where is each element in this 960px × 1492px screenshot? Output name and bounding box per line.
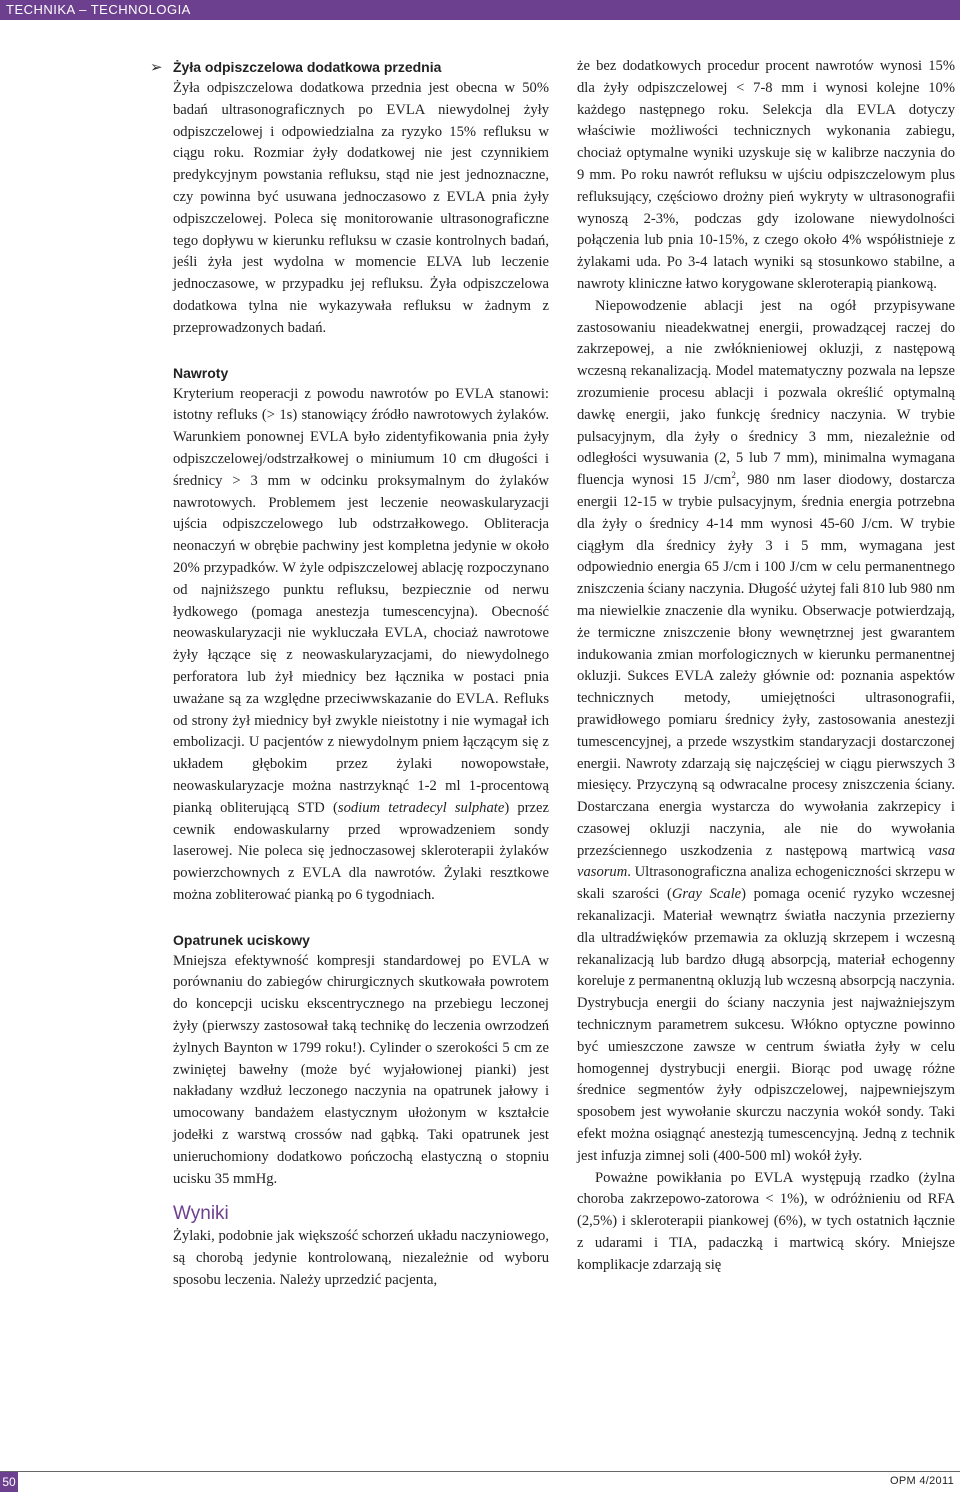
section-title: TECHNIKA – TECHNOLOGIA [6, 2, 191, 17]
right-column [577, 56, 955, 1277]
section-header-bar [0, 0, 960, 20]
heading-recurrences: Nawroty [173, 364, 229, 381]
heading-results: Wyniki [173, 1203, 229, 1225]
heading-compression-dressing: Opatrunek uciskowy [173, 931, 310, 948]
paragraph-compression-dressing: Mniejsza efektywność kompresji standardowej po EVLA w porównaniu do zabiegów chirurgicznych skutkowała powrotem do koncepcji ucisku ekscentrycznego na przebiegu leczonej żyły (pierwszy zastosował taką technikę do leczenia owrzodzeń żylnych Baynton w 1799 roku!). Cylinder o szerokości 5 cm ze zwiniętej bawełny (może być wyjałowionej pianki) jest nakładany wzdłuż leczonego naczynia na opatrunek jałowy i umocowany bandażem elastycznym ułożonym w kształcie jodełki z warstwą crossów nad gąbką. Taki opatrunek jest unieruchomiony dodatkowo pończochą elastyczną o stopniu ucisku 35 mmHg. [173, 952, 549, 1187]
heading-accessory-vein: Żyła odpiszczelowa dodatkowa przednia [173, 59, 442, 75]
paragraph-ablation-failure: Niepowodzenie ablacji jest na ogół przypisywane zastosowaniu nieadekwatnej energii, prowadzącej raczej do zakrzepowej, a nie zwłóknieniowej okluzji, z następową wczesną rekanalizacją. Model matematyczny pozwala na lepsze zrozumienie procesu ablacji i pozwala określić optymalną dawkę energii, jako funkcję średnicy naczynia. W trybie pulsacyjnym, dla żyły o średnicy 3 mm, niezależnie od odległości wysuwania (2, 5 lub 7 mm), minimalna wymagana fluencja wynosi 15 $J/cm^2$, 980 nm laser diodowy, dostarcza energii 12-15 w trybie pulsacyjnym, średnia energia potrzebna dla żyły o średnicy 4-14 mm wynosi 45-60 J/cm. W trybie ciągłym dla średnicy żyły 3 i 5 mm, wymagana jest odpowiednio energia 65 J/cm i 100 J/cm w celu permanentnego zniszczenia ściany naczynia. Długość użytej fali 810 lub 980 nm ma niewielkie znaczenie dla wyniku. Obserwacje potwierdzają, że termiczne zniszczenie błony wewnętrznej jest gwarantem indukowania zmian morfologicznych w kierunku permanentnej okluzji. Sukces EVLA zależy głównie od: poznania aspektów technicznych metody, umiejętności ultrasonografii, prawidłowego pomiaru średnicy żyły, zastosowania anestezji tumescencyjnej, a przede wszystkim standaryzacji dostarczonej energii. Nawroty zdarzają się najczęściej w ciągu pierwszych 3 miesięcy. Przyczyną są odwracalne procesy zniszczenia ściany. Dostarczana energia wystarcza do wywołania zakrzepicy i czasowej okluzji naczynia, ale nie do wywołania przezściennego uszkodzenia z następową martwicą vasa vasorum. Ultrasonograficzna analiza echogeniczności skrzepu w skali szarości (Gray Scale) pomaga ocenić ryzyko wczesnej rekanalizacji. Materiał wewnątrz światła naczynia przezierny dla ultradźwięków przemawia za okluzją skrzepem i wczesną rekanalizacją lub bardzo długą absorpcją, materiał echogenny koreluje z permanentną okluzją lub wczesną absorpcją naczynia. Dystrybucja energii do ściany naczynia jest najważniejszym technicznym parametrem sukcesu. Włókno optyczne powinno być umieszczone zawsze w centrum światła żyły w celu homogennej dystrybucji energii. Biorąc pod uwagę różne średnice segmentów żyły odpiszczelowej, najpewniejszym sposobem jest wywołanie skurczu naczynia wokół sondy. Taki efekt można osiągnąć anestezją tumescencyjną. Jedną z technik jest infuzja zimnej soli (400-500 ml) wokół żyły. [577, 297, 955, 1164]
left-column [173, 56, 549, 1292]
page-number: 50 [0, 1472, 18, 1492]
paragraph-results: Żylaki, podobnie jak większość schorzeń układu naczyniowego, są chorobą jedynie kontrolowaną, niezależnie od wyboru sposobu leczenia. Należy uprzedzić pacjenta, [173, 1228, 549, 1289]
journal-issue: OPM 4/2011 [890, 1475, 954, 1487]
paragraph-accessory-vein: Żyła odpiszczelowa dodatkowa przednia jest obecna w 50% badań ultrasonograficznych po EVLA niewydolnej żyły odpiszczelowej i odpowiedzialna za ryzyko 15% refluksu w ciągu roku. Rozmiar żyły dodatkowej nie jest czynnikiem predykcyjnym powstania refluksu, stąd nie jest jednoznaczne, czy powinna być usuwana jednoczasowo z EVLA pnia żyły odpiszczelowej. Poleca się monitorowanie ultrasonograficzne tego dopływu w kierunku refluksu w czasie kontrolnych badań, jeśli żyła jest wydolna w momencie ELVA lub leczenie jednoczasowe, w przypadku jej refluksu. Żyła odpiszczelowa dodatkowa tylna nie wykazywała refluksu w żadnym z przeprowadzonych badań. [173, 80, 549, 336]
section-arrow-icon: ➢ [150, 58, 163, 76]
paragraph-recurrence-rates: że bez dodatkowych procedur procent nawrotów wynosi 15% dla żyły odpiszczelowej < 7-8 mm i wynosi kolejne 10% każdego następnego roku. Selekcja dla EVLA dotyczy właściwie możliwości technicznych wykonania zabiegu, chociaż optymalne wyniki uzyskuje się w kalibrze naczynia do 9 mm. Po roku nawrót refluksu w ujściu odpiszczelowym plus refluksujący, częściowo drożny pień wykryty w ultrasonografii wynoszą 2-3%, podczas gdy izolowane niewydolności połączenia lub pnia 10-15%, z czego około 4% współistnieje z żylakami uda. Po 3-4 latach wyniki są stosunkowo stabilne, a nawroty kliniczne łatwo korygowane skleroterapią piankową. [577, 58, 955, 292]
footer-divider [0, 1471, 960, 1472]
paragraph-recurrences: Kryterium reoperacji z powodu nawrotów po EVLA stanowi: istotny refluks (> 1s) stanowiący źródło nawrotowych żylaków. Warunkiem ponownej EVLA było zidentyfikowania pnia żyły odpiszczelowej/odstrzałkowej o miniumum 10 cm długości i średnicy > 3 mm w odcinku proksymalnym do żylaków nawrotowych. Problemem jest leczenie neowaskularyzacji ujścia odpiszczelowego lub odstrzałkowego. Obliteracja neonaczyń w obrębie pachwiny jest kompletna jedynie w około 20% przypadków. W żyle odpiszczelowej ablację rozpoczynano od najniższego punktu refluksu, bezpiecznie od nerwu łydkowego (pomaga anestezja tumescencyjna). Obecność neowaskularyzacji nie wykluczała EVLA, chociaż nawrotowe żyły łączące się z neowaskularyzacjami, do niewydolnego perforatora lub żył miednicy bez łącznika w postaci pnia uważane są za względne przeciwwskazanie do EVLA. Refluks od strony żył miednicy był zwykle nieistotny i nie wymagał ich embolizacji. U pacjentów z niewydolnym pniem łączącym się z układem głębokim przez żylaki nowopowstałe, neowaskularyzacje można nastrzyknąć 1-2 ml 1-procentową pianką obliterującą STD (sodium tetradecyl sulphate) przez cewnik endowaskularny przed wprowadzeniem sondy laserowej. Nie poleca się jednoczasowej skleroterapii żylaków powierzchownych z EVLA dla nawrotów. Żylaki resztkowe można zobliterować pianką po 6 tygodniach. [173, 385, 549, 903]
paragraph-complications: Poważne powikłania po EVLA występują rzadko (żylna choroba zakrzepowo-zatorowa < 1%), w odróżnieniu od RFA (2,5%) i skleroterapii piankowej (6%), w tych ostatnich łącznie z udarami i TIA, padaczką i martwicą skóry. Mniejsze komplikacje zdarzają się [577, 1169, 955, 1273]
